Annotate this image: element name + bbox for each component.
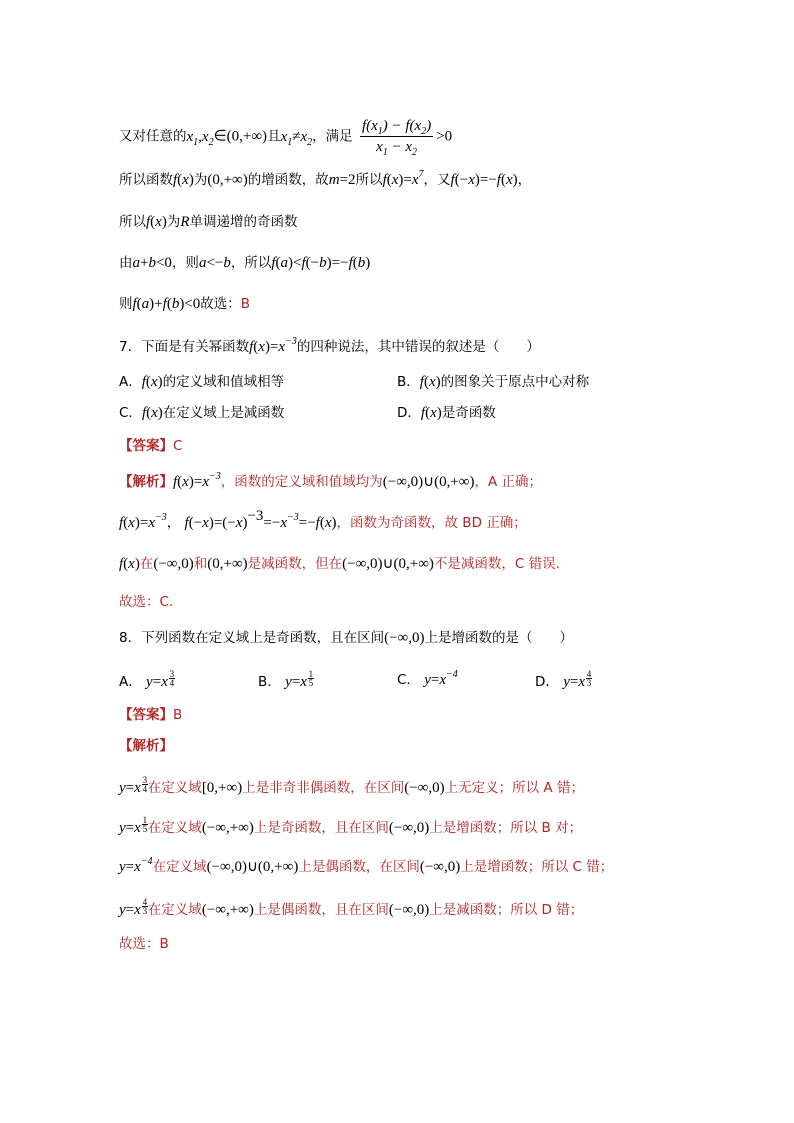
q8-answer: 【答案】B [119, 707, 183, 723]
q8-analysis-3: $y=x^{-4}$在定义域(−∞,0)∪(0,+∞)上是偶函数，在区间(−∞,0)上是增函数；所以 C 错； [119, 856, 614, 875]
q7-option-b: B．f(x)的图象关于原点中心对称 [397, 374, 590, 390]
q7-option-d: D．f(x)是奇函数 [397, 405, 496, 421]
intro-line-3: 所以f(x)为R单调递增的奇函数 [119, 214, 298, 230]
q7-analysis-2: $f(x)=x^{-3}$， $f(-x)=(-x)^{-3}=-x^{-3}=-f(x)$，函数为奇函数，故 BD 正确； [119, 508, 527, 531]
intro-line-4: 由a+b<0，则a<−b，所以f(a)<f(−b)=−f(b) [119, 255, 371, 271]
q8-analysis-1: y=x $\frac{3}{4}$ 在定义域[0,+∞)上是非奇非偶函数，在区间(−∞,0)上无定义；所以 A 错； [119, 775, 584, 796]
q7-analysis-1: 【解析】$f(x)=x^{-3}$，函数的定义域和值域均为(−∞,0)∪(0,+∞)，A 正确； [119, 471, 543, 490]
q7-conclusion: 故选：C. [119, 594, 174, 610]
q8-option-b: B． y=x $\frac{1}{5}$ [258, 669, 314, 690]
q8-analysis-4: y=x $\frac{4}{3}$ 在定义域(−∞,+∞)上是偶函数，且在区间(−∞,0)上是减函数；所以 D 错； [119, 897, 584, 918]
math-expr: $x_1,x_2$ [186, 128, 214, 148]
q8-option-a: A． y=x $\frac{3}{4}$ [119, 669, 175, 690]
intro-line-5: 则f(a)+f(b)<0故选：B [119, 296, 251, 312]
intro-line-1: 又对任意的$x_1,x_2\in(0,+\infty)$且$x_1\ne x_2$，满足 $\frac{f(x_1) - f(x_2)}{x_1 - x_2}$ >0 [119, 118, 453, 158]
fraction: $\frac{f(x_1) - f(x_2)}{x_1 - x_2}$ [361, 118, 432, 158]
q8-analysis-label: 【解析】 [119, 738, 173, 754]
q8-analysis-2: y=x $\frac{1}{5}$ 在定义域(−∞,+∞)上是奇函数，且在区间(−∞,0)上是增函数；所以 B 对； [119, 815, 583, 836]
q8-stem: 8．下列函数在定义域上是奇函数，且在区间(−∞,0)上是增函数的是（ ） [119, 630, 573, 646]
q8-option-c: C． $y=x^{-4}$ [397, 669, 458, 688]
intro-line-2: 所以函数f(x)为(0,+∞)的增函数，故m=2所以$f(x)=x^7$，又f(−x)=−f(x)， [119, 169, 532, 188]
q8-option-d: D． y=x $\frac{4}{3}$ [535, 669, 592, 690]
q7-option-a: A．f(x)的定义域和值域相等 [119, 374, 285, 390]
q7-analysis-3: f(x)在(−∞,0)和(0,+∞)是减函数，但在(−∞,0)∪(0,+∞)不是减函数，C 错误. [119, 556, 560, 572]
q7-stem: 7．下面是有关幂函数$f(x)=x^{-3}$的四种说法，其中错误的叙述是（ ） [119, 336, 540, 355]
q7-answer: 【答案】C [119, 438, 183, 454]
q8-conclusion: 故选：B [119, 936, 169, 952]
q7-option-c: C．f(x)在定义域上是减函数 [119, 405, 285, 421]
